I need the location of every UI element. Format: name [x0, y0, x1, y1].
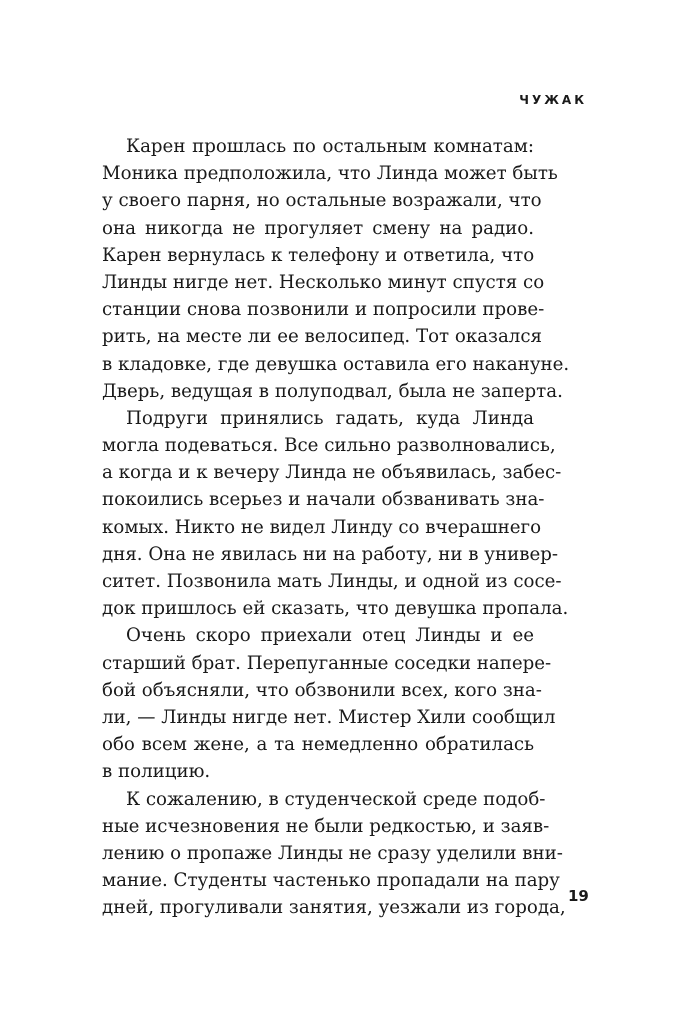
text-line: могла подеваться. Все сильно разволновались, — [102, 435, 556, 457]
text-line: бой объясняли, что обзвонили всех, кого зна- — [102, 679, 542, 701]
text-line: К сожалению, в студенческой среде подоб- — [126, 788, 546, 810]
text-line: ситет. Позвонила мать Линды, и одной из сосе- — [102, 571, 562, 592]
text-line: мание. Студенты частенько пропадали на пару — [102, 870, 560, 892]
text-line: станции снова позвонили и попросили прове- — [102, 299, 545, 321]
paragraph-2 — [102, 405, 569, 623]
text-line: покоились всерьез и начали обзванивать зна- — [102, 489, 545, 511]
text-line: Подруги принялись гадать, куда Линда — [126, 407, 534, 429]
text-line: Очень скоро приехали отец Линды и ее — [126, 625, 534, 647]
page-number: 19 — [568, 887, 589, 905]
paragraph-1 — [102, 133, 570, 405]
text-line: обо всем жене, а та немедленно обратилась — [102, 734, 534, 756]
text-line: а когда и к вечеру Линда не объявилась, забес- — [102, 462, 562, 484]
text-line: рить, на месте ли ее велосипед. Тот оказался — [102, 326, 543, 348]
running-head-title: ЧУЖАК — [519, 93, 587, 107]
body-text — [102, 133, 570, 921]
text-line: Моника предположила, что Линда может быть — [102, 163, 558, 185]
text-line: дней, прогуливали занятия, уезжали из города, — [102, 897, 566, 919]
text-line: она никогда не прогуляет смену на радио. — [102, 217, 534, 239]
paragraph-3 — [102, 622, 556, 785]
text-line: док пришлось ей сказать, что девушка пропала. — [102, 598, 569, 620]
text-line: лению о пропаже Линды не сразу уделили вни- — [102, 842, 563, 864]
text-line: Дверь, ведущая в полуподвал, была не заперта. — [102, 380, 563, 402]
text-line: Линды нигде нет. Несколько минут спустя со — [102, 271, 545, 293]
text-line: Карен вернулась к телефону и ответила, что — [102, 244, 535, 266]
text-line: в кладовке, где девушка оставила его накануне. — [102, 353, 570, 375]
text-line: ные исчезновения не были редкостью, и заяв- — [102, 815, 550, 837]
text-line: у своего парня, но остальные возражали, что — [102, 190, 542, 212]
text-line: старший брат. Перепуганные соседки напере- — [102, 652, 552, 674]
text-line: ли, — Линды нигде нет. Мистер Хили сообщил — [102, 706, 556, 728]
text-line: в полицию. — [102, 761, 211, 783]
paragraph-4 — [102, 786, 566, 922]
text-line: Карен прошлась по остальным комнатам: — [126, 136, 534, 157]
text-line: дня. Она не явилась ни на работу, ни в универ- — [102, 543, 559, 565]
text-line: комых. Никто не видел Линду со вчерашнего — [102, 516, 542, 538]
